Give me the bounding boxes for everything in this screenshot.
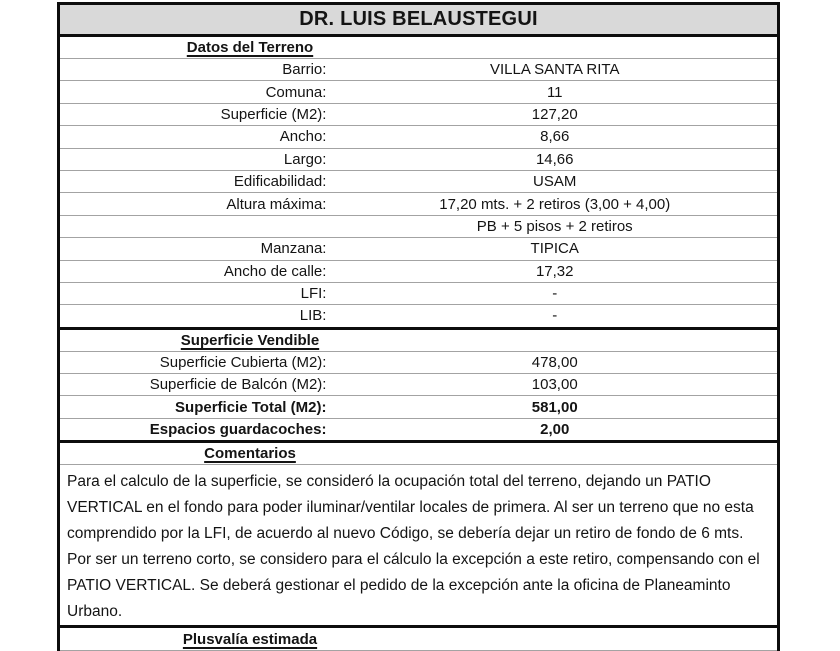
row-value: 8,66 (540, 128, 570, 146)
vendible-heading-row (60, 330, 777, 352)
vendible-heading: Superficie Vendible (180, 331, 320, 349)
row-label: LFI: (300, 285, 327, 303)
section-plusvalia-estimada (60, 625, 777, 651)
row-label: Largo: (283, 150, 327, 168)
row-label: Superficie de Balcón (M2): (149, 376, 327, 394)
table-row-total (60, 396, 777, 418)
table-row (60, 81, 777, 103)
terreno-heading: Datos del Terreno (186, 39, 314, 56)
section-datos-del-terreno (60, 37, 777, 327)
row-label: Manzana: (260, 240, 327, 258)
table-row (60, 149, 777, 171)
row-value: 581,00 (531, 398, 578, 416)
row-label: Superficie (M2): (220, 105, 327, 123)
row-value: - (552, 307, 558, 325)
row-label: Barrio: (282, 61, 327, 79)
report-title-bar (60, 5, 777, 37)
row-value: - (552, 285, 558, 303)
row-value: 2,00 (540, 421, 570, 439)
row-value: 127,20 (531, 105, 578, 123)
section-superficie-vendible (60, 327, 777, 441)
row-value: VILLA SANTA RITA (489, 61, 620, 79)
row-label: Superficie Total (M2): (175, 398, 327, 416)
table-row (60, 261, 777, 283)
row-value: 11 (546, 83, 563, 101)
row-label: Espacios guardacoches: (149, 421, 327, 439)
row-label: Altura máxima: (226, 195, 327, 213)
table-row (60, 305, 777, 326)
row-value: 17,20 mts. + 2 retiros (3,00 + 4,00) (439, 195, 671, 213)
row-value: TIPICA (530, 240, 579, 258)
terreno-heading-row (60, 37, 777, 59)
row-label: Superficie Cubierta (M2): (159, 353, 327, 371)
table-row (60, 104, 777, 126)
table-row (60, 283, 777, 305)
plusvalia-heading: Plusvalía estimada (182, 630, 318, 648)
row-value: PB + 5 pisos + 2 retiros (476, 217, 633, 235)
table-row (60, 238, 777, 260)
table-row-guardacoches (60, 419, 777, 440)
row-label: Ancho: (279, 128, 327, 146)
table-row (60, 59, 777, 81)
report-title: DR. LUIS BELAUSTEGUI (299, 8, 538, 30)
row-value: 478,00 (531, 353, 578, 371)
property-report-table (57, 2, 780, 651)
table-row (60, 216, 777, 238)
row-value: 103,00 (531, 376, 578, 394)
table-row (60, 126, 777, 148)
row-label: LIB: (299, 307, 327, 325)
row-label: Ancho de calle: (223, 262, 327, 280)
row-value: USAM (533, 173, 577, 191)
plusvalia-heading-row (60, 628, 777, 651)
row-label: Edificabilidad: (233, 173, 327, 191)
table-row (60, 374, 777, 396)
table-row (60, 352, 777, 374)
table-row (60, 193, 777, 215)
section-comentarios (60, 440, 777, 625)
table-row (60, 171, 777, 193)
comentarios-heading: Comentarios (204, 445, 296, 463)
row-value: 17,32 (535, 262, 574, 280)
comentarios-paragraph: Para el calculo de la superficie, se consideró la ocupación total del terreno, dejando un PATIO VERTICAL en el fondo para poder iluminar/ventilar locales de primera. Al ser un terreno que no esta comprendido por la LFI, de acuerdo al nuevo Código, se debería dejar un retiro de fondo de 6 mts. Por ser un terreno corto, se considero para el cálculo la excepción a este retiro, compensando con el PATIO VERTICAL. Se deberá gestionar el pedido de la excepción ante la oficina de Planeaminto Urbano. (67, 473, 760, 621)
row-value: 14,66 (535, 150, 574, 168)
row-label: Comuna: (265, 83, 327, 101)
comentarios-heading-row (60, 443, 777, 465)
